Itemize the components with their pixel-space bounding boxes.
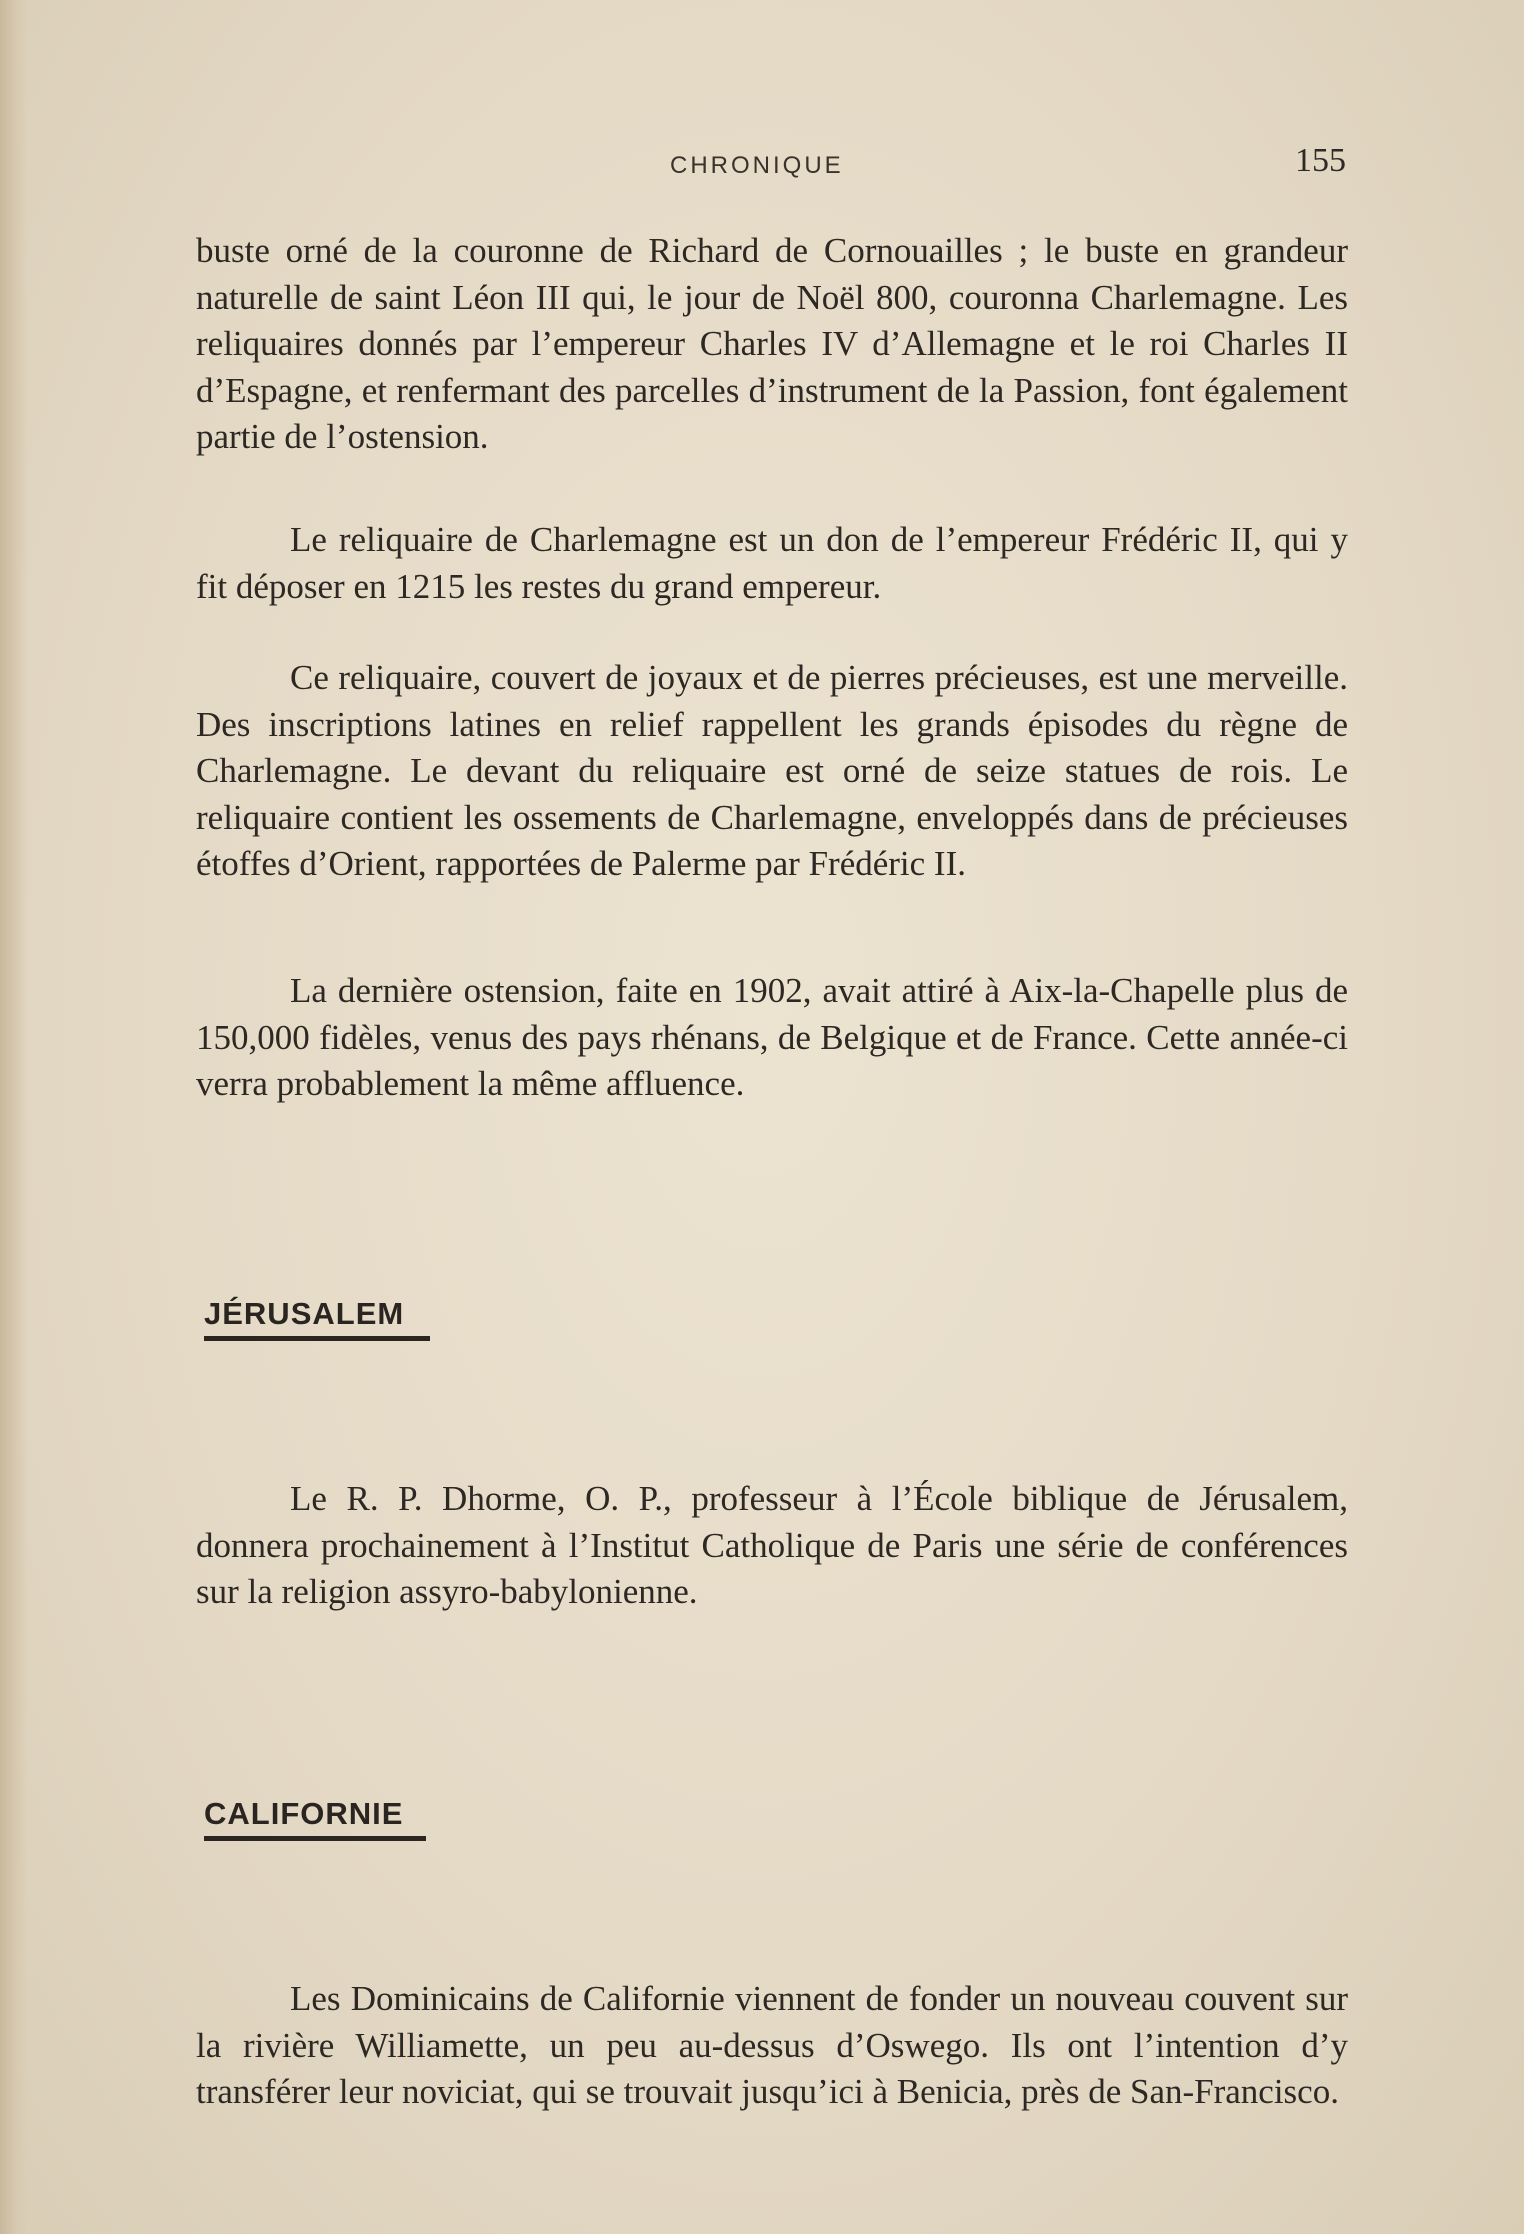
heading-underline-californie	[204, 1836, 426, 1841]
running-title: CHRONIQUE	[670, 152, 844, 179]
page-header	[200, 142, 1350, 188]
section-heading-californie: CALIFORNIE	[204, 1796, 404, 1831]
paragraph-charlemagne-reliquary: Le reliquaire de Charlemagne est un don de l’empereur Frédéric II, qui y fit déposer en 1215 les restes du grand empereur.	[196, 520, 1348, 606]
section-heading-jerusalem: JÉRUSALEM	[204, 1296, 405, 1331]
paragraph-californie: Les Dominicains de Californie viennent de fonder un nouveau couvent sur la rivière Williamette, un peu au-dessus d’Oswego. Ils ont l’intention d’y transférer leur noviciat, qui se trouvait jusqu’ici à Benicia, près de San-Francisco.	[196, 1979, 1348, 2111]
paragraph-last-ostension: La dernière ostension, faite en 1902, avait attiré à Aix-la-Chapelle plus de 150,000 fidèles, venus des pays rhénans, de Belgique et de France. Cette année-ci verra probablement la même affluence.	[196, 971, 1348, 1103]
paragraph-jerusalem: Le R. P. Dhorme, O. P., professeur à l’École biblique de Jérusalem, donnera prochainement à l’Institut Catholique de Paris une série de conférences sur la religion assyro-babylonienne.	[196, 1479, 1348, 1611]
paragraph-relics-busts: buste orné de la couronne de Richard de Cornouailles ; le buste en grandeur naturelle de saint Léon III qui, le jour de Noël 800, couronna Charlemagne. Les reliquaires donnés par l’empereur Charles IV d’Allemagne et le roi Charles II d’Espagne, et renfermant des parcelles d’instrument de la Passion, font également partie de l’ostension.	[196, 231, 1348, 456]
page-edge-shadow	[0, 0, 28, 2234]
page-number: 155	[1295, 142, 1346, 179]
heading-underline-jerusalem	[204, 1336, 430, 1341]
paragraph-reliquary-description: Ce reliquaire, couvert de joyaux et de pierres précieuses, est une merveille. Des inscriptions latines en relief rappellent les grands épisodes du règne de Charlemagne. Le devant du reliquaire est orné de seize statues de rois. Le reliquaire contient les ossements de Charlemagne, enveloppés dans de précieuses étoffes d’Orient, rapportées de Palerme par Frédéric II.	[196, 658, 1348, 883]
